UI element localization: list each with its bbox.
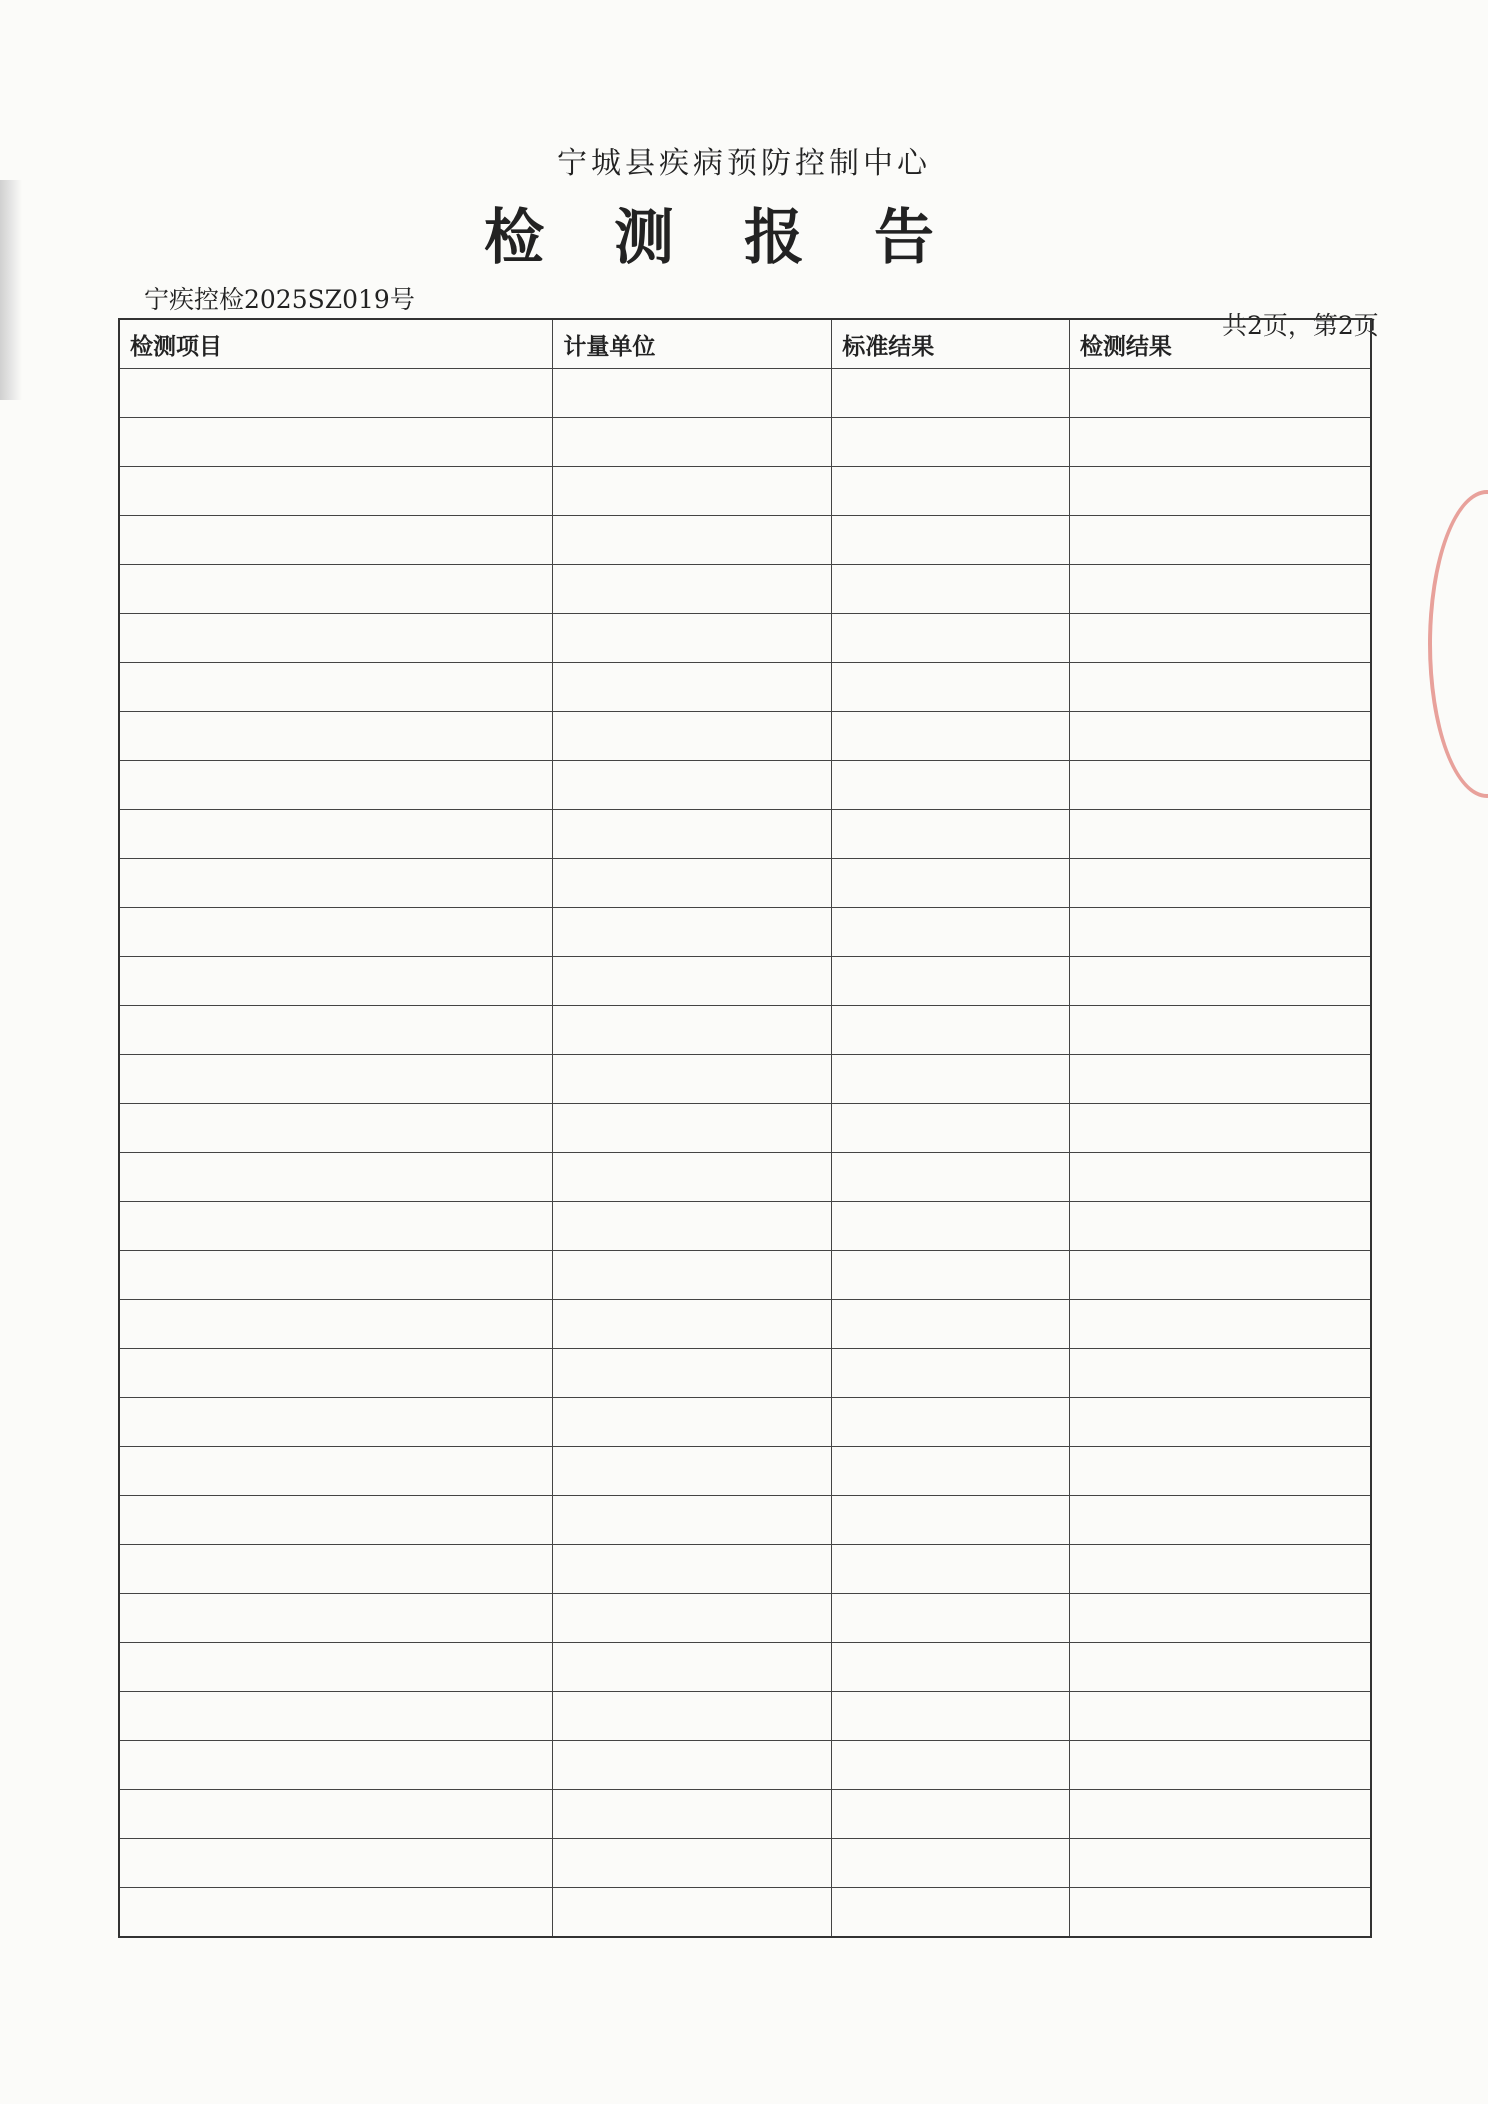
cell-result xyxy=(1069,565,1371,614)
cell-unit xyxy=(553,1888,832,1938)
document-title: 检测报告 xyxy=(484,203,1004,273)
cell-item xyxy=(119,565,553,614)
test-results-table xyxy=(118,318,1372,1938)
cell-result xyxy=(1069,1643,1371,1692)
cell-unit xyxy=(553,1251,832,1300)
cell-item xyxy=(119,810,553,859)
cell-item xyxy=(119,1006,553,1055)
cell-result xyxy=(1069,1251,1371,1300)
table-row xyxy=(119,1055,1371,1104)
table-row xyxy=(119,1349,1371,1398)
cell-unit xyxy=(553,516,832,565)
cell-standard xyxy=(832,957,1070,1006)
table-row xyxy=(119,1888,1371,1938)
cell-standard xyxy=(832,663,1070,712)
cell-standard xyxy=(832,1006,1070,1055)
cell-standard xyxy=(832,516,1070,565)
col-header-result: 检测结果 xyxy=(1069,319,1371,369)
cell-item xyxy=(119,1398,553,1447)
table-header-row xyxy=(119,319,1371,369)
cell-result xyxy=(1069,1300,1371,1349)
table-row xyxy=(119,614,1371,663)
cell-item xyxy=(119,908,553,957)
cell-standard xyxy=(832,1202,1070,1251)
cell-result xyxy=(1069,1741,1371,1790)
cell-item xyxy=(119,1594,553,1643)
cell-standard xyxy=(832,1790,1070,1839)
table-row xyxy=(119,810,1371,859)
cell-standard xyxy=(832,1839,1070,1888)
cell-item xyxy=(119,1300,553,1349)
table-row xyxy=(119,565,1371,614)
cell-item xyxy=(119,1643,553,1692)
cell-result xyxy=(1069,1349,1371,1398)
cell-item xyxy=(119,663,553,712)
cell-unit xyxy=(553,1594,832,1643)
table-row xyxy=(119,1594,1371,1643)
table-row xyxy=(119,1006,1371,1055)
table-row xyxy=(119,1153,1371,1202)
cell-unit xyxy=(553,614,832,663)
table-row xyxy=(119,1692,1371,1741)
cell-item xyxy=(119,1839,553,1888)
cell-unit xyxy=(553,859,832,908)
cell-unit xyxy=(553,908,832,957)
cell-result xyxy=(1069,1496,1371,1545)
table-row xyxy=(119,957,1371,1006)
cell-standard xyxy=(832,369,1070,418)
cell-unit xyxy=(553,467,832,516)
cell-unit xyxy=(553,712,832,761)
cell-result xyxy=(1069,1055,1371,1104)
cell-unit xyxy=(553,1741,832,1790)
cell-unit xyxy=(553,761,832,810)
cell-result xyxy=(1069,1202,1371,1251)
cell-result xyxy=(1069,1398,1371,1447)
cell-standard xyxy=(832,1349,1070,1398)
cell-result xyxy=(1069,1790,1371,1839)
cell-item xyxy=(119,1447,553,1496)
table-row xyxy=(119,1496,1371,1545)
table-row xyxy=(119,418,1371,467)
cell-result xyxy=(1069,761,1371,810)
cell-standard xyxy=(832,418,1070,467)
cell-result xyxy=(1069,516,1371,565)
cell-unit xyxy=(553,1398,832,1447)
table-row xyxy=(119,516,1371,565)
cell-standard xyxy=(832,1643,1070,1692)
cell-item xyxy=(119,1251,553,1300)
table-row xyxy=(119,1398,1371,1447)
cell-standard xyxy=(832,859,1070,908)
cell-result xyxy=(1069,467,1371,516)
cell-unit xyxy=(553,957,832,1006)
cell-result xyxy=(1069,1839,1371,1888)
cell-standard xyxy=(832,1741,1070,1790)
cell-standard xyxy=(832,1496,1070,1545)
cell-unit xyxy=(553,1496,832,1545)
table-row xyxy=(119,761,1371,810)
table-row xyxy=(119,663,1371,712)
cell-result xyxy=(1069,908,1371,957)
table-row xyxy=(119,1790,1371,1839)
cell-item xyxy=(119,1741,553,1790)
cell-item xyxy=(119,516,553,565)
table-row xyxy=(119,908,1371,957)
cell-unit xyxy=(553,663,832,712)
table-row xyxy=(119,467,1371,516)
table-row xyxy=(119,1545,1371,1594)
cell-item xyxy=(119,1104,553,1153)
cell-unit xyxy=(553,1545,832,1594)
table-row xyxy=(119,859,1371,908)
cell-standard xyxy=(832,712,1070,761)
cell-item xyxy=(119,369,553,418)
cell-standard xyxy=(832,1447,1070,1496)
cell-standard xyxy=(832,565,1070,614)
table-row xyxy=(119,1741,1371,1790)
cell-item xyxy=(119,1202,553,1251)
cell-result xyxy=(1069,1692,1371,1741)
cell-item xyxy=(119,1790,553,1839)
cell-unit xyxy=(553,1349,832,1398)
cell-standard xyxy=(832,1300,1070,1349)
cell-unit xyxy=(553,418,832,467)
cell-standard xyxy=(832,614,1070,663)
cell-item xyxy=(119,1055,553,1104)
cell-item xyxy=(119,957,553,1006)
cell-result xyxy=(1069,614,1371,663)
org-name: 宁城县疾病预防控制中心 xyxy=(557,146,931,181)
cell-item xyxy=(119,1349,553,1398)
cell-standard xyxy=(832,467,1070,516)
cell-item xyxy=(119,1496,553,1545)
cell-result xyxy=(1069,663,1371,712)
cell-unit xyxy=(553,1447,832,1496)
official-seal xyxy=(1428,490,1488,798)
cell-result xyxy=(1069,810,1371,859)
cell-result xyxy=(1069,1104,1371,1153)
cell-standard xyxy=(832,1104,1070,1153)
cell-standard xyxy=(832,1692,1070,1741)
table-row xyxy=(119,1643,1371,1692)
cell-result xyxy=(1069,1594,1371,1643)
cell-result xyxy=(1069,369,1371,418)
cell-result xyxy=(1069,957,1371,1006)
col-header-item: 检测项目 xyxy=(119,319,553,369)
cell-standard xyxy=(832,908,1070,957)
cell-unit xyxy=(553,1790,832,1839)
col-header-standard: 标准结果 xyxy=(832,319,1070,369)
cell-standard xyxy=(832,810,1070,859)
cell-unit xyxy=(553,1300,832,1349)
table-row xyxy=(119,1839,1371,1888)
cell-standard xyxy=(832,1055,1070,1104)
table-row xyxy=(119,1104,1371,1153)
cell-standard xyxy=(832,1398,1070,1447)
cell-item xyxy=(119,712,553,761)
cell-unit xyxy=(553,1202,832,1251)
cell-standard xyxy=(832,1594,1070,1643)
cell-unit xyxy=(553,1104,832,1153)
cell-result xyxy=(1069,859,1371,908)
cell-unit xyxy=(553,565,832,614)
cell-unit xyxy=(553,1692,832,1741)
cell-standard xyxy=(832,1888,1070,1938)
cell-item xyxy=(119,418,553,467)
cell-standard xyxy=(832,761,1070,810)
cell-result xyxy=(1069,1006,1371,1055)
cell-standard xyxy=(832,1251,1070,1300)
cell-item xyxy=(119,761,553,810)
table-row xyxy=(119,369,1371,418)
cell-unit xyxy=(553,1006,832,1055)
table-row xyxy=(119,1202,1371,1251)
cell-result xyxy=(1069,1447,1371,1496)
cell-unit xyxy=(553,1055,832,1104)
page-indicator: 共2页，第2页 xyxy=(1222,311,1379,340)
cell-result xyxy=(1069,1888,1371,1938)
report-number: 宁疾控检2025SZ019号 xyxy=(144,285,415,314)
cell-standard xyxy=(832,1545,1070,1594)
cell-result xyxy=(1069,1545,1371,1594)
cell-item xyxy=(119,614,553,663)
table-row xyxy=(119,1251,1371,1300)
cell-standard xyxy=(832,1153,1070,1202)
cell-unit xyxy=(553,1643,832,1692)
cell-item xyxy=(119,467,553,516)
cell-item xyxy=(119,1692,553,1741)
table-row xyxy=(119,1300,1371,1349)
cell-unit xyxy=(553,1839,832,1888)
table-row xyxy=(119,1447,1371,1496)
cell-item xyxy=(119,1153,553,1202)
table-row xyxy=(119,712,1371,761)
col-header-unit: 计量单位 xyxy=(553,319,832,369)
cell-unit xyxy=(553,369,832,418)
cell-unit xyxy=(553,810,832,859)
cell-result xyxy=(1069,712,1371,761)
cell-item xyxy=(119,1888,553,1938)
cell-result xyxy=(1069,418,1371,467)
cell-item xyxy=(119,859,553,908)
cell-unit xyxy=(553,1153,832,1202)
cell-item xyxy=(119,1545,553,1594)
cell-result xyxy=(1069,1153,1371,1202)
